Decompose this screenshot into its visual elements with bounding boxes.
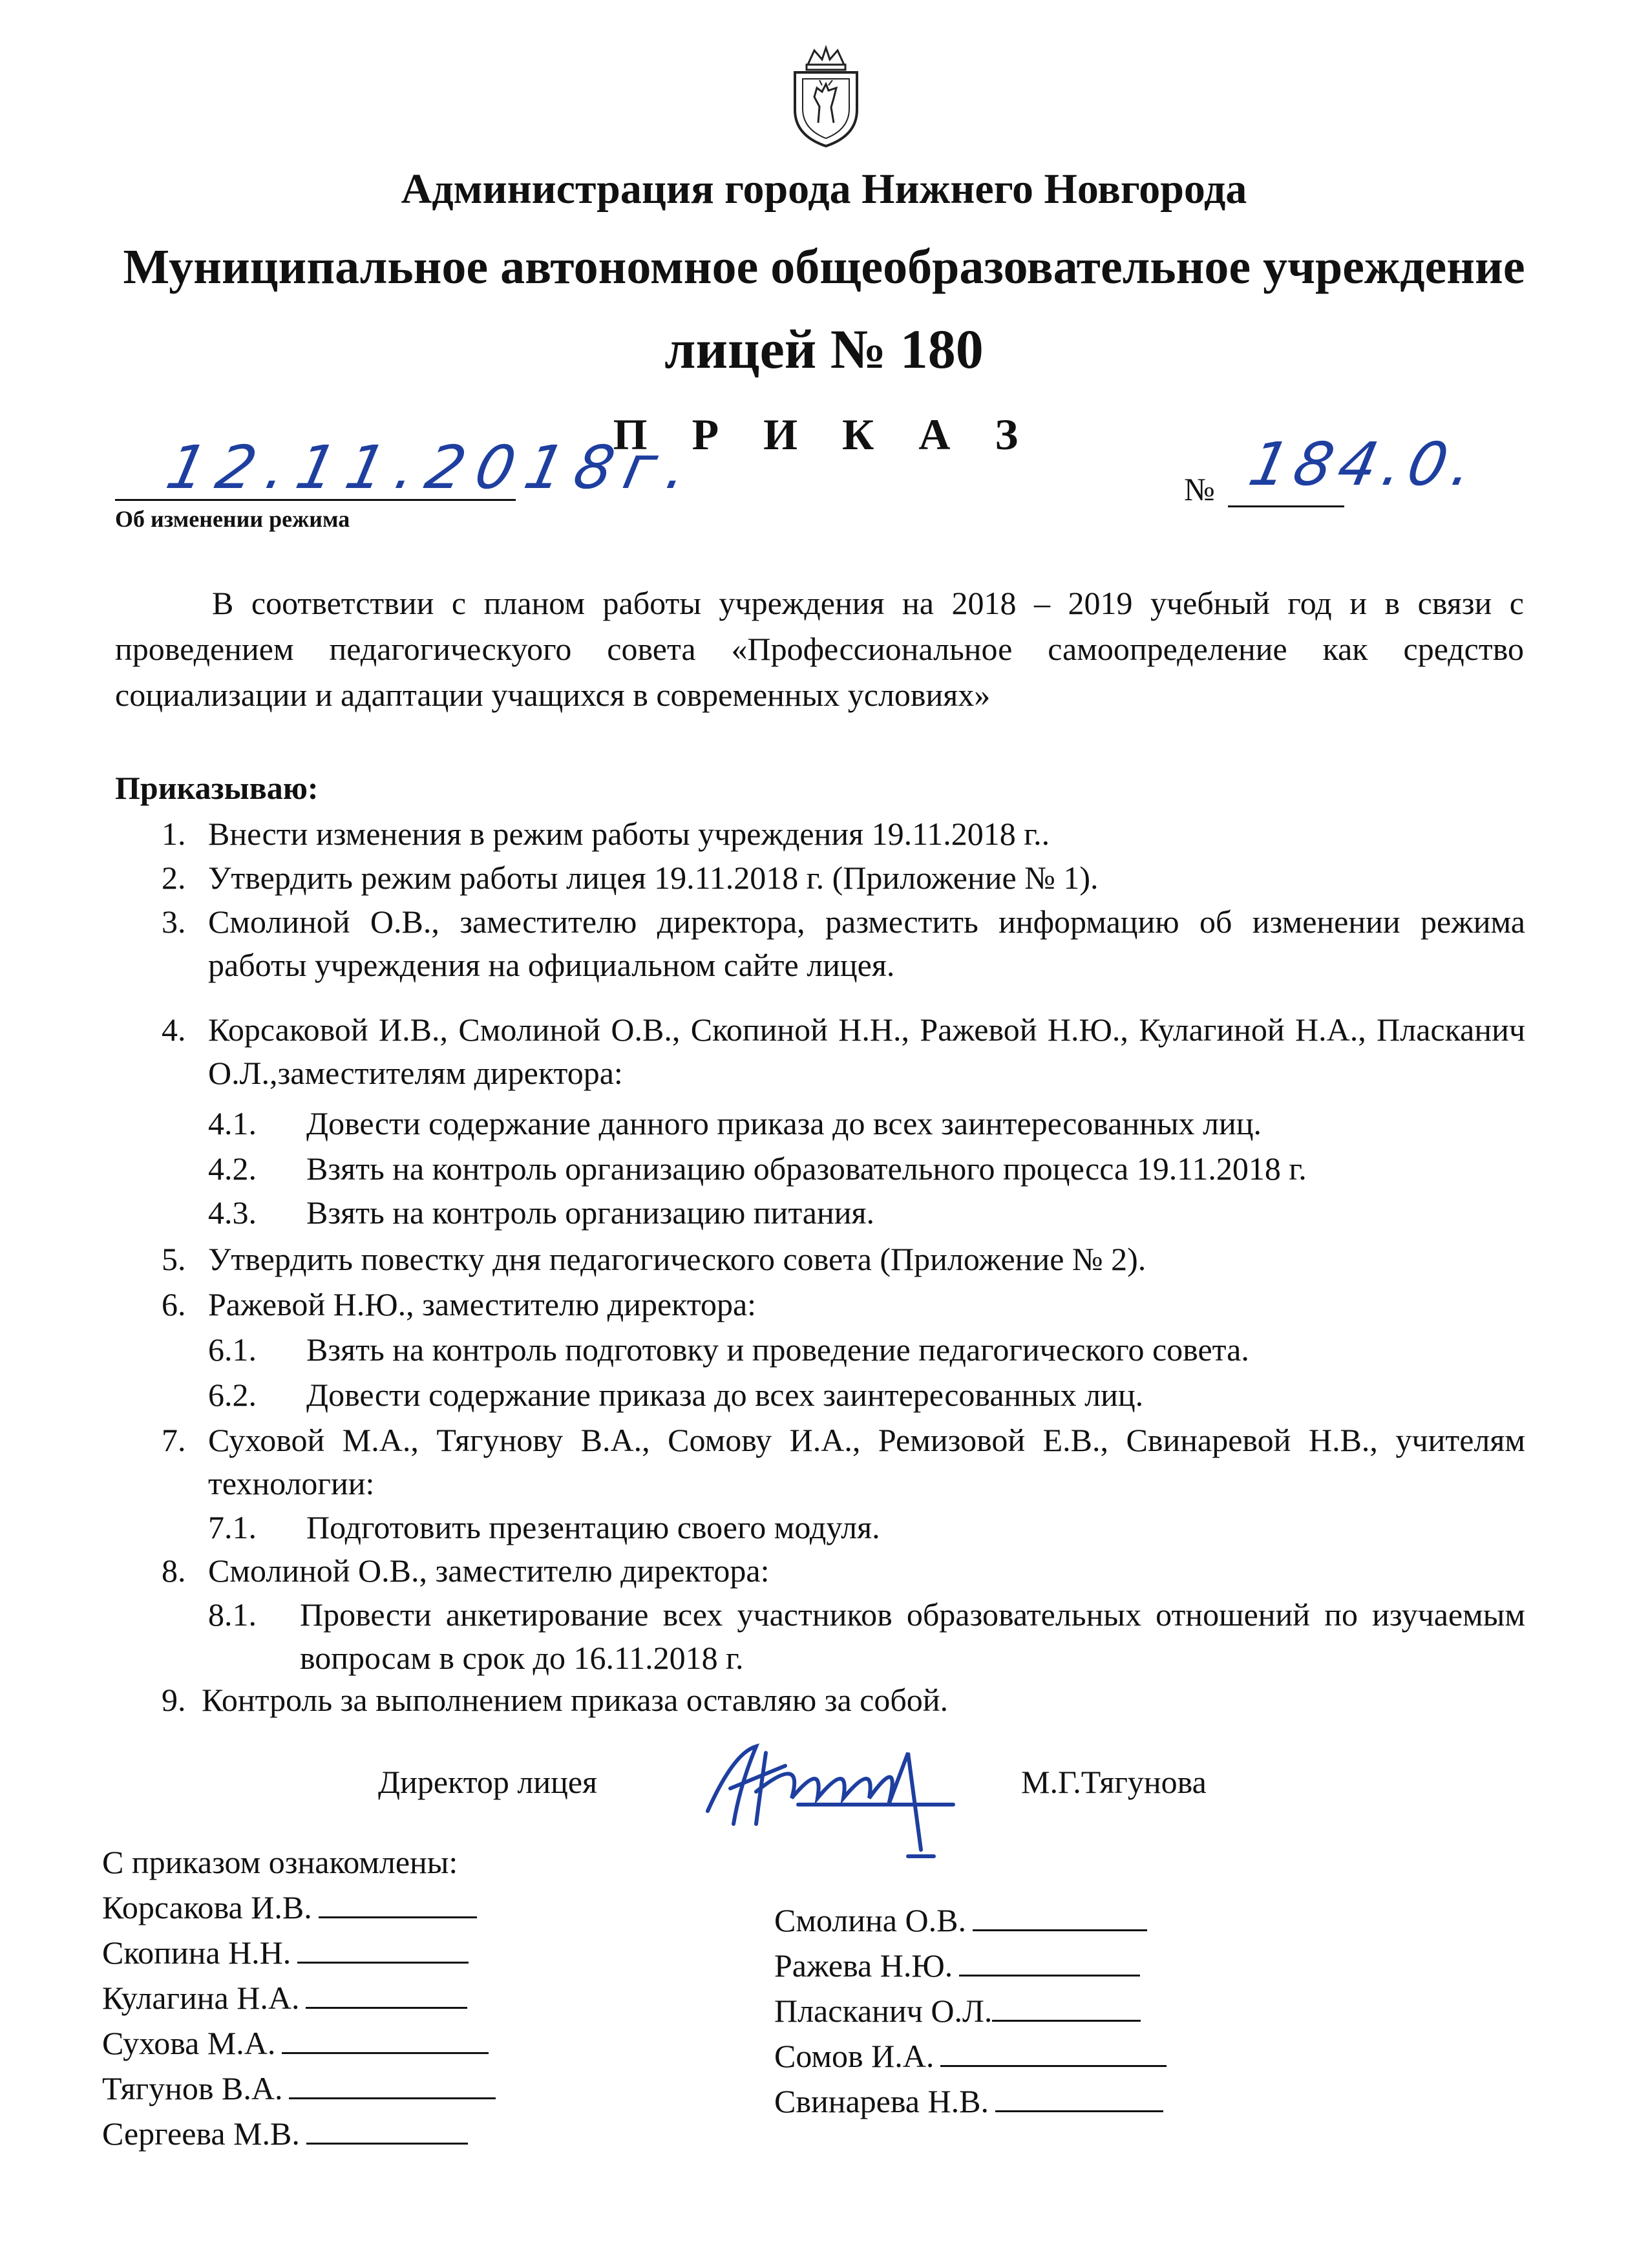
- signature-line: [995, 2084, 1163, 2112]
- item-number: 5.: [162, 1241, 186, 1277]
- acknowledged-name: Свинарева Н.В.: [774, 2083, 989, 2119]
- signature-line: [959, 1949, 1140, 1977]
- acknowledged-entry: [774, 1992, 1141, 2030]
- item-number: 4.2.: [208, 1150, 257, 1187]
- handwritten-number: 184.0.: [1243, 430, 1486, 499]
- acknowledged-entry: [102, 1934, 469, 1971]
- item-text: Утвердить повестку дня педагогического совета (Приложение № 2).: [208, 1241, 1146, 1277]
- acknowledged-name: Кулагина Н.А.: [102, 1980, 300, 2016]
- acknowledged-entry: [774, 2083, 1163, 2120]
- acknowledged-name: Сергеева М.В.: [102, 2115, 300, 2152]
- item-number: 7.1.: [208, 1509, 257, 1545]
- acknowledged-name: Сухова М.А.: [102, 2025, 276, 2061]
- signature-line: [992, 1994, 1141, 2022]
- item-number: 4.3.: [208, 1194, 257, 1231]
- acknowledged-entry: [774, 2037, 1167, 2075]
- acknowledged-entry: [102, 2115, 468, 2152]
- item-text: Довести содержание данного приказа до всех заинтересованных лиц.: [306, 1105, 1262, 1141]
- acknowledged-entry: [774, 1902, 1147, 1939]
- item-number: 6.2.: [208, 1377, 257, 1413]
- signature-line: [319, 1891, 477, 1918]
- order-heading: Приказываю:: [115, 770, 319, 806]
- coat-of-arms-icon: [788, 45, 863, 149]
- acknowledged-heading: С приказом ознакомлены:: [102, 1844, 458, 1880]
- director-name: М.Г.Тягунова: [1021, 1764, 1207, 1800]
- item-text: Внести изменения в режим работы учреждения 19.11.2018 г..: [208, 816, 1050, 852]
- item-number: 4.: [162, 1012, 186, 1048]
- item-number: 2.: [162, 860, 186, 896]
- item-text: Смолиной О.В., заместителю директора, разместить информацию об изменении режима работы учреждения на официальном сайте лицея.: [208, 904, 1525, 983]
- document-type: П Р И К А З: [613, 410, 1035, 459]
- item-text: Суховой М.А., Тягунову В.А., Сомову И.А., Ремизовой Е.В., Свинаревой Н.В., учителям технологии:: [208, 1422, 1525, 1501]
- item-number: 6.1.: [208, 1331, 257, 1368]
- institution-title: Муниципальное автономное общеобразовательное учреждение: [123, 240, 1525, 294]
- item-number: 1.: [162, 816, 186, 852]
- item-number: 4.1.: [208, 1105, 257, 1141]
- acknowledged-name: Корсакова И.В.: [102, 1889, 312, 1925]
- order-subject: Об изменении режима: [115, 506, 350, 532]
- acknowledged-entry: [774, 1947, 1140, 1984]
- signature-line: [940, 2039, 1167, 2067]
- item-text: Корсаковой И.В., Смолиной О.В., Скопиной Н.Н., Ражевой Н.Ю., Кулагиной Н.А., Пласканич О.Л.,заместителям директора:: [208, 1012, 1525, 1091]
- signature-line: [289, 2072, 496, 2099]
- item-text: Смолиной О.В., заместителю директора:: [208, 1553, 770, 1589]
- item-text: Ражевой Н.Ю., заместителю директора:: [208, 1286, 757, 1322]
- signature-line: [306, 1981, 467, 2009]
- preamble-paragraph: В соответствии с планом работы учреждения на 2018 – 2019 учебный год и в связи с проведением педагогическуого совета «Профессиональное самоопределение как средство социализации и адаптации учащихся в современных условиях»: [115, 585, 1524, 713]
- item-text: Подготовить презентацию своего модуля.: [306, 1509, 880, 1545]
- handwritten-date: 12.11.2018г.: [160, 433, 706, 502]
- director-signature: [695, 1727, 998, 1876]
- director-label: Директор лицея: [378, 1764, 598, 1800]
- item-text: Утвердить режим работы лицея 19.11.2018 г. (Приложение № 1).: [208, 860, 1099, 896]
- item-number: 9.: [162, 1682, 186, 1718]
- acknowledged-entry: [102, 2070, 496, 2107]
- acknowledged-entry: [102, 1979, 467, 2017]
- administration-title: Администрация города Нижнего Новгорода: [401, 165, 1247, 213]
- date-line: [115, 499, 516, 501]
- acknowledged-name: Смолина О.В.: [774, 1902, 966, 1938]
- signature-line: [306, 2117, 468, 2145]
- acknowledged-entry: [102, 2024, 489, 2062]
- acknowledged-name: Сомов И.А.: [774, 2038, 935, 2074]
- signature-line: [973, 1903, 1147, 1931]
- item-text: Довести содержание приказа до всех заинтересованных лиц.: [306, 1377, 1144, 1413]
- acknowledged-entry: [102, 1889, 477, 1926]
- item-number: 7.: [162, 1422, 186, 1458]
- signature-line: [282, 2026, 489, 2054]
- acknowledged-name: Ражева Н.Ю.: [774, 1947, 953, 1984]
- acknowledged-name: Пласканич О.Л.: [774, 1993, 993, 2029]
- number-sign: №: [1184, 471, 1215, 507]
- item-text: Провести анкетирование всех участников образовательных отношений по изучаемым вопросам в срок до 16.11.2018 г.: [300, 1596, 1525, 1676]
- item-number: 8.: [162, 1553, 186, 1589]
- item-text: Взять на контроль подготовку и проведение педагогического совета.: [306, 1331, 1249, 1368]
- item-number: 8.1.: [208, 1596, 257, 1633]
- signature-line: [297, 1936, 469, 1964]
- item-text: Контроль за выполнением приказа оставляю за собой.: [202, 1682, 949, 1718]
- school-title: лицей № 180: [664, 318, 984, 380]
- acknowledged-name: Скопина Н.Н.: [102, 1934, 291, 1971]
- item-number: 6.: [162, 1286, 186, 1322]
- number-line: [1228, 505, 1344, 507]
- item-text: Взять на контроль организацию питания.: [306, 1194, 874, 1231]
- item-text: Взять на контроль организацию образовательного процесса 19.11.2018 г.: [306, 1150, 1307, 1187]
- acknowledged-name: Тягунов В.А.: [102, 2070, 283, 2106]
- item-number: 3.: [162, 904, 186, 940]
